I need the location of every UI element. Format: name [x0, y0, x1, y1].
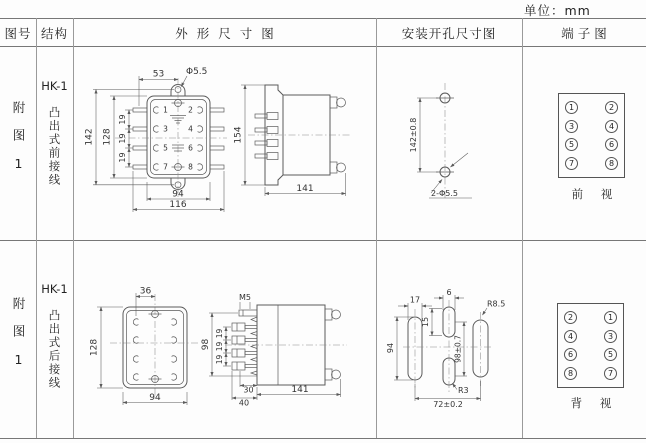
row2-structure-desc: 凸出式后接线: [47, 309, 62, 390]
terminal-circle: 3: [565, 120, 578, 133]
row2-terminal-diagram: [557, 303, 624, 388]
terminal-circle: 2: [605, 101, 618, 114]
terminal-circle: 2: [564, 311, 577, 324]
header-outline: 外形尺寸图: [175, 25, 283, 41]
terminal-circle: 4: [605, 120, 618, 133]
dim-label: R8.5: [487, 299, 506, 309]
terminal-circle: 7: [604, 367, 617, 380]
dim-label: 6: [446, 288, 452, 297]
terminal-number: 7: [163, 162, 168, 172]
terminal-column-right: [604, 311, 617, 380]
header-terminal: 端子图: [561, 25, 611, 41]
dim-label: 154: [233, 126, 244, 144]
terminal-circle: 8: [605, 157, 618, 170]
dim-label: 94: [172, 189, 184, 200]
row1-fig-no-cell: [0, 46, 36, 240]
row1-side-view: [234, 85, 352, 196]
terminal-column-left: [565, 101, 578, 170]
row1-outline-drawing: [75, 50, 375, 235]
terminal-number: 3: [163, 124, 168, 134]
dim-label: 19: [215, 354, 224, 365]
dim-label: 17: [409, 295, 421, 305]
dim-label: 19: [118, 114, 127, 125]
terminal-column-left: [564, 311, 577, 380]
dim-label: 19: [118, 133, 127, 144]
row1-structure-desc: 凸出式前接线: [47, 106, 62, 187]
row1-front-view: [85, 67, 228, 212]
row1-mounting-drawing: [375, 50, 520, 238]
row1-terminal-caption: 前 视: [571, 187, 620, 201]
terminal-circle: 5: [565, 138, 578, 151]
row1-model: HK-1: [41, 79, 68, 93]
row2-model: HK-1: [41, 282, 68, 296]
row2-fig-no: 附图1: [11, 296, 26, 382]
terminal-number: 5: [163, 143, 168, 153]
terminal-circle: 6: [564, 348, 577, 361]
table-col-divider-4: [522, 18, 523, 438]
dim-label: 36: [139, 286, 152, 297]
terminal-circle: 3: [604, 330, 617, 343]
table-border-bottom: [0, 438, 646, 439]
row1-fig-no: 附图1: [11, 100, 26, 186]
dim-label: 15: [421, 316, 430, 328]
terminal-circle: 1: [604, 311, 617, 324]
dim-label: M5: [239, 293, 251, 302]
dim-label: 116: [169, 200, 187, 210]
row2-structure-cell: [36, 240, 73, 438]
dim-label: 141: [291, 385, 309, 395]
dim-label: 142: [84, 128, 95, 146]
terminal-circle: 8: [564, 367, 577, 380]
dim-label: 128: [102, 128, 113, 146]
dim-label: 94: [149, 393, 161, 403]
row2-front-view: [90, 287, 201, 406]
dim-label: 72±0.2: [433, 400, 463, 409]
header-mounting: 安装开孔尺寸图: [401, 25, 497, 41]
row2-mounting-drawing: [375, 250, 520, 438]
dim-label: 2-Φ5.5: [431, 189, 458, 198]
table-col-divider-2: [73, 18, 74, 438]
dim-label: 19: [118, 152, 127, 163]
row1-structure-cell: [36, 46, 73, 240]
terminal-circle: 1: [565, 101, 578, 114]
dim-label: 142±0.8: [409, 117, 418, 153]
table-row-divider: [0, 240, 646, 241]
terminal-number: 1: [163, 105, 168, 115]
terminal-circle: 5: [604, 348, 617, 361]
dim-label: 40: [238, 398, 250, 408]
dim-label: 30: [243, 385, 254, 395]
row2-fig-no-cell: [0, 240, 36, 438]
dim-label: 128: [89, 338, 100, 357]
dim-label: R3: [458, 386, 469, 395]
terminal-number: 2: [188, 105, 193, 115]
dim-label: 98±0.7: [453, 335, 463, 363]
dim-label: 53: [152, 69, 165, 80]
dim-label: 141: [296, 184, 314, 194]
terminal-number: 8: [188, 162, 193, 172]
dim-label: 94: [386, 342, 395, 354]
row2-terminal-caption: 背 视: [570, 396, 619, 410]
terminal-circle: 4: [564, 330, 577, 343]
dim-label: Φ5.5: [186, 67, 208, 77]
dim-label: 19: [215, 341, 224, 352]
row1-terminal-diagram: [558, 93, 625, 178]
terminal-circle: 7: [565, 157, 578, 170]
unit-label: 单位：mm: [524, 3, 591, 18]
row2-outline-drawing: [85, 250, 375, 435]
table-header-divider: [0, 46, 646, 47]
header-structure: 结构: [40, 25, 68, 41]
row2-side-view: [201, 293, 347, 408]
terminal-number: 6: [188, 143, 193, 153]
header-fig-no: 图号: [4, 25, 32, 41]
terminal-column-right: [605, 101, 618, 170]
terminal-circle: 6: [605, 138, 618, 151]
dim-label: 19: [215, 328, 224, 339]
terminal-number: 4: [188, 124, 193, 134]
dim-label: 98: [201, 338, 211, 351]
